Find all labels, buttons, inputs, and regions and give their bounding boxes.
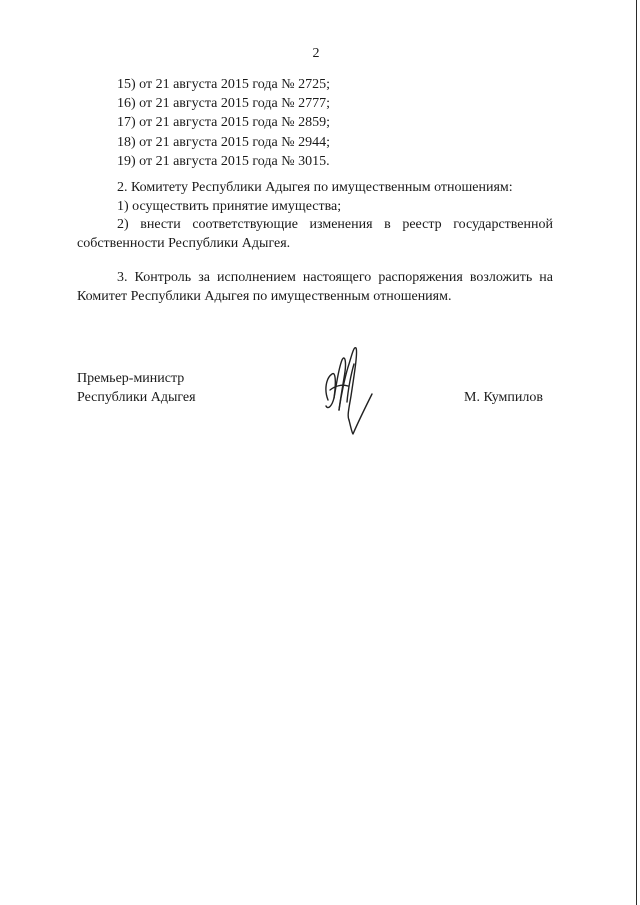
handwritten-signature (314, 340, 384, 435)
page-number: 2 (312, 46, 320, 61)
section2-item1: 1) осуществить принятие имущества; (117, 199, 342, 214)
signatory-title-line2: Республики Адыгея (77, 390, 196, 405)
section2-item2-line1: 2) внести соответствующие изменения в реестр государственной (117, 217, 553, 232)
page-edge-line (636, 0, 637, 905)
list-item: 17) от 21 августа 2015 года № 2859; (117, 115, 330, 131)
section3-line2: Комитет Республики Адыгея по имущественным отношениям. (77, 289, 452, 304)
list-item: 15) от 21 августа 2015 года № 2725; (117, 77, 330, 92)
list-item: 16) от 21 августа 2015 года № 2777; (117, 96, 330, 112)
resolution-list (117, 75, 330, 171)
section3-line1: 3. Контроль за исполнением настоящего распоряжения возложить на (117, 270, 553, 285)
list-item: 19) от 21 августа 2015 года № 3015. (117, 153, 330, 169)
section2-item2-line2: собственности Республики Адыгея. (77, 236, 291, 251)
section2-heading: 2. Комитету Республики Адыгея по имущественным отношениям: (117, 180, 513, 195)
list-item: 18) от 21 августа 2015 года № 2944; (117, 134, 330, 150)
signatory-name: М. Кумпилов (464, 390, 543, 405)
signatory-title-line1: Премьер-министр (77, 371, 185, 386)
